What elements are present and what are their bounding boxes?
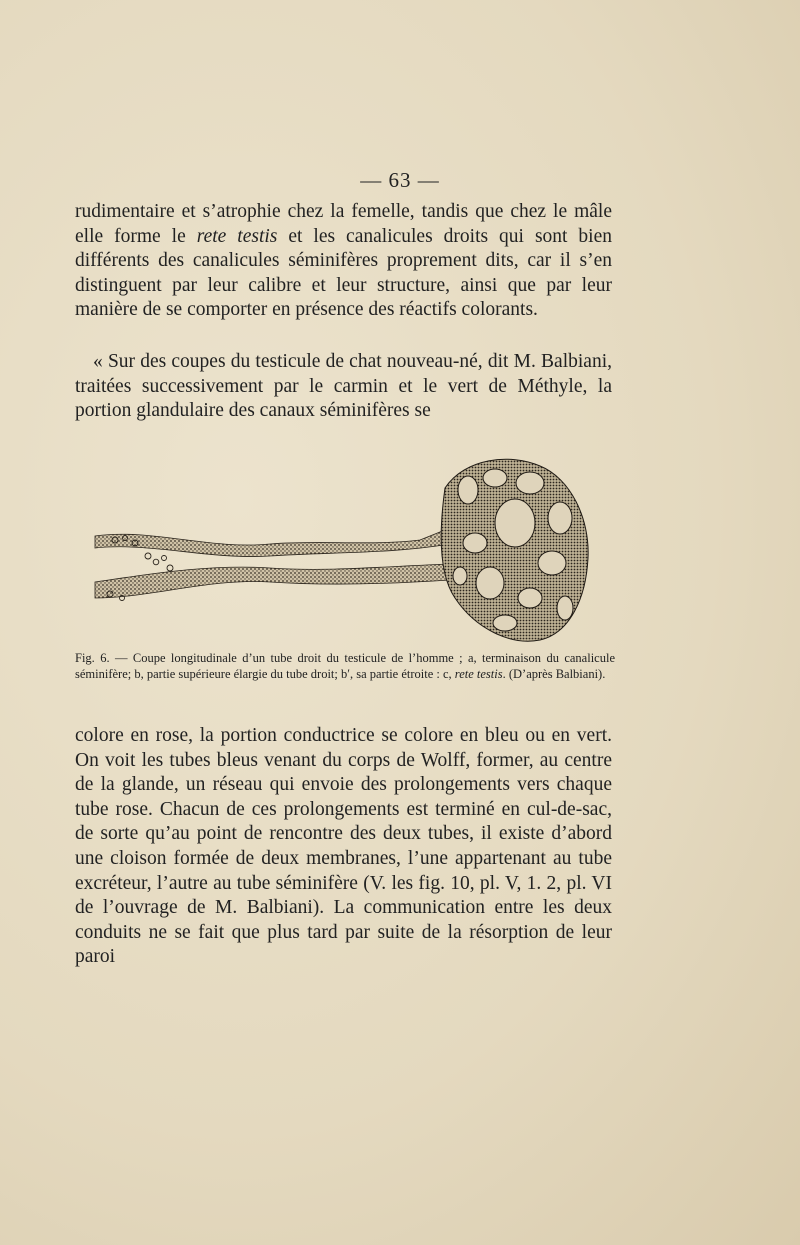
paragraph-1-text-b: et les canalicules droits qui sont bien différents des canalicules séminifères proprement dits, car il s’en distinguent par leur calibre et leur structure, ainsi que par leur manière de se comporter en présence des réactifs colorants. [75,225,613,321]
paragraph-3 [75,724,612,970]
paragraph-1 [75,200,612,323]
paragraph-3-text: colore en rose, la portion conductrice se colore en bleu ou en vert. On voit les tubes bleus venant du corps de Wolff, former, au centre de la glande, un réseau qui envoie des prolongements vers chaque tube rose. Chacun de ces prolongements est terminé en cul-de-sac, de sorte qu’au point de rencontre des deux tubes, il existe d’abord une cloison formée de deux membranes, l’une appartenant au tube excréteur, l’autre au tube séminifère (V. les fig. 10, pl. V, 1. 2, pl. VI de l’ouvrage de M. Balbiani). La communication entre les deux conduits ne se fait que plus tard par suite de la résorption de leur paroi [75,725,612,968]
figure-caption [75,650,615,682]
paragraph-2-text: « Sur des coupes du testicule de chat nouveau-né, dit M. Balbiani, traitées successivement par le carmin et le vert de Méthyle, la portion glandulaire des canaux séminifères se [75,351,612,422]
figure-illustration [90,448,595,648]
paragraph-1-italic: rete testis [196,225,278,247]
testis-section-engraving [90,448,595,648]
page-number: — 63 — [360,168,440,192]
paragraph-1-text-a: rudimentaire et s’atrophie chez la femelle, tandis que chez le mâle elle forme le [75,201,612,247]
caption-text-2: . (D’après Balbiani). [502,667,606,681]
caption-label: Fig. 6. [75,651,110,665]
paragraph-2 [75,350,612,424]
caption-text-1: — Coupe longitudinale d’un tube droit du testicule de l’homme ; a, terminaison du canalicule séminifère; b, partie supérieure élargie du tube droit; b′, sa partie étroite : c, [75,651,615,681]
caption-italic: rete testis [454,667,503,681]
